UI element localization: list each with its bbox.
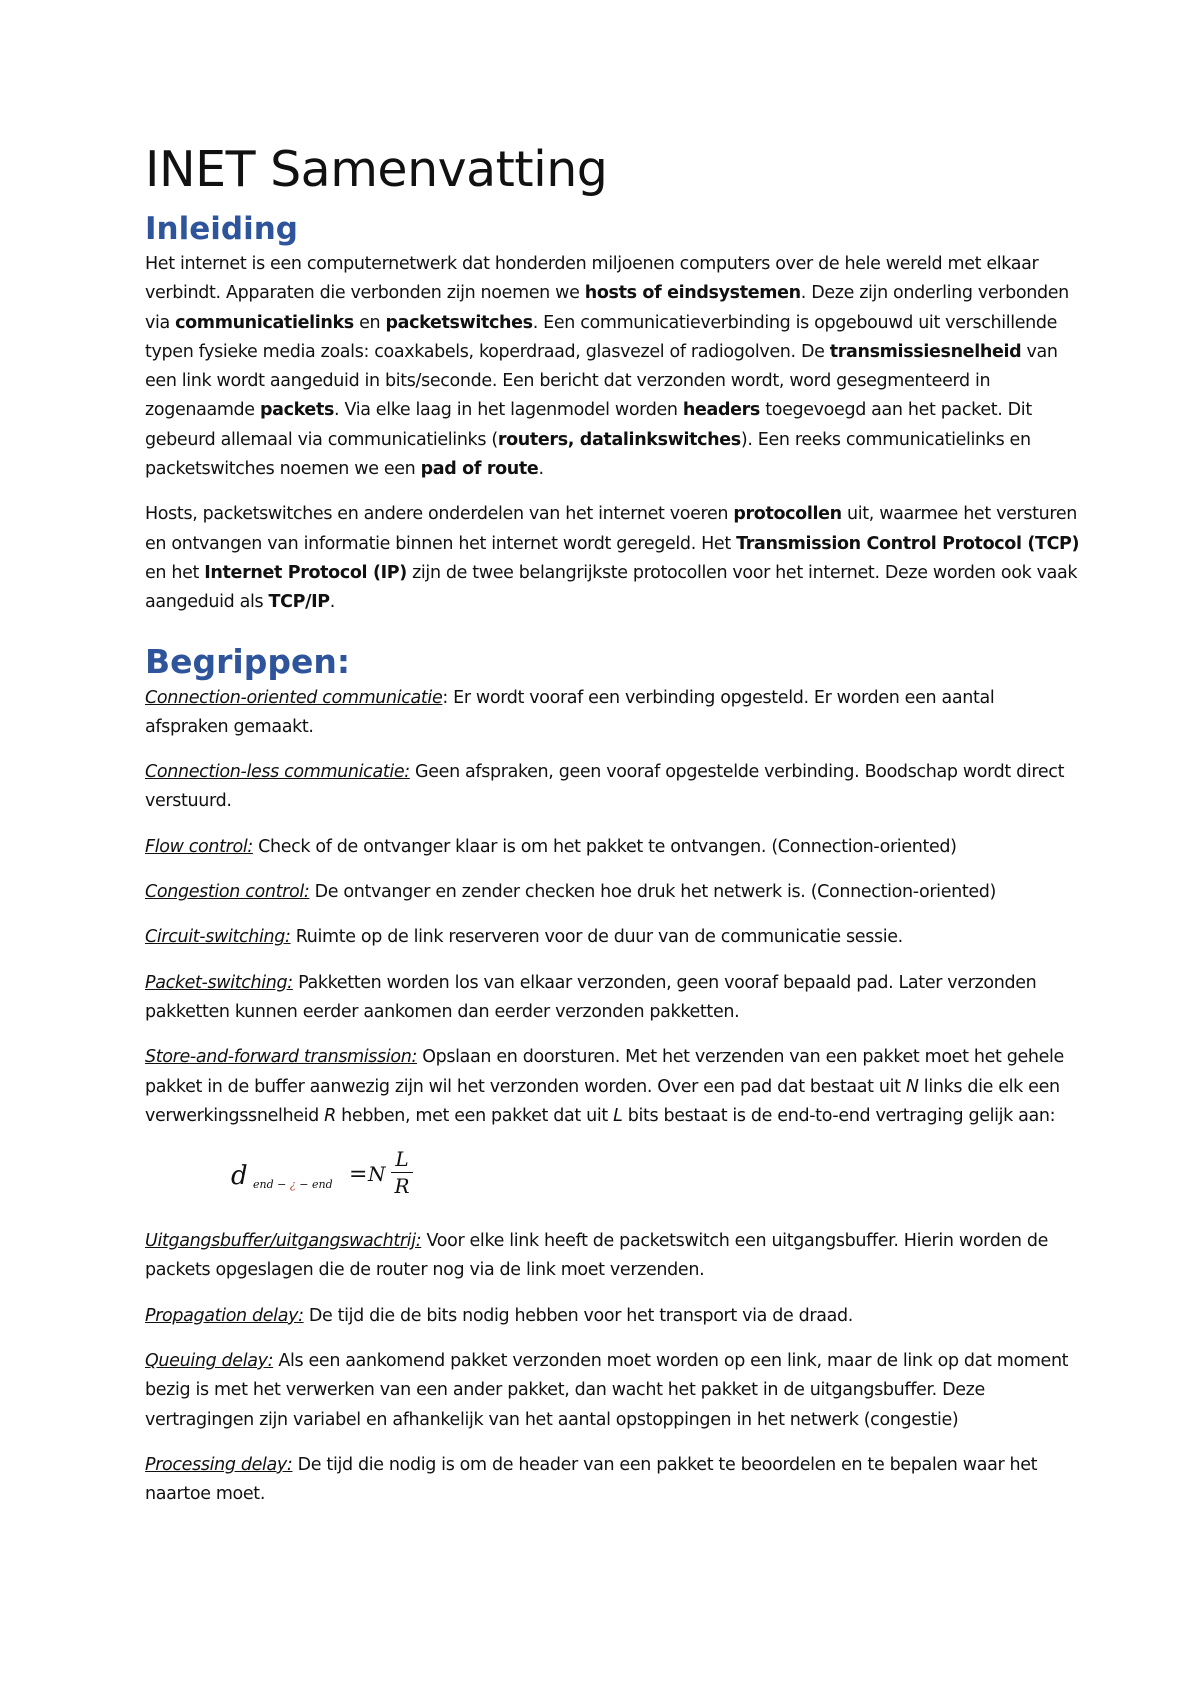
term-definition: Ruimte op de link reserveren voor de duur van de communicatie sessie.: [290, 927, 903, 948]
variable-l: L: [613, 1105, 623, 1126]
term-definition-cont: links die elk een verwerkingssnelheid: [145, 1076, 1060, 1126]
formula-equals: =: [349, 1162, 368, 1188]
term-definition: Als een aankomend pakket verzonden moet worden op een link, maar de link op dat moment bezig is met het verwerken van een ander pakket, dan wacht het pakket in de uitgangsbuffer. Deze vertragingen zijn variabel en afhankelijk van het aantal opstoppingen in het netwerk (congestie): [145, 1351, 1069, 1430]
bold-term: TCP/IP: [268, 592, 330, 613]
formula-fraction: [391, 1147, 413, 1198]
term-definition-cont: hebben, met een pakket dat uit: [335, 1105, 614, 1126]
variable-n: N: [905, 1076, 919, 1097]
bold-term: packetswitches: [385, 312, 533, 333]
bold-term: transmissiesnelheid: [829, 341, 1022, 362]
term-label: Propagation delay:: [145, 1305, 304, 1326]
term-label: Processing delay:: [145, 1454, 293, 1475]
term-label: Congestion control:: [145, 882, 310, 903]
text-run: . Via elke laag in het lagenmodel worden: [334, 400, 683, 421]
term-label: Packet-switching:: [145, 972, 293, 993]
term-connection-oriented: [145, 684, 1080, 743]
term-definition: Check of de ontvanger klaar is om het pakket te ontvangen. (Connection-oriented): [252, 836, 957, 857]
text-run: zijn de twee belangrijkste protocollen voor het internet. Deze worden ook vaak aangeduid als: [145, 562, 1078, 613]
term-label: Flow control:: [145, 836, 253, 857]
text-run: toegevoegd aan het packet. Dit gebeurd allemaal via communicatielinks (: [145, 400, 1032, 450]
bold-term: Transmission Control Protocol (TCP): [736, 533, 1080, 554]
term-definition-cont: bits bestaat is de end-to-end vertraging gelijk aan:: [622, 1105, 1056, 1126]
bold-term: headers: [682, 400, 760, 421]
formula-sub-b: ¿: [289, 1178, 296, 1192]
term-definition: De tijd die de bits nodig hebben voor het transport via de draad.: [303, 1305, 853, 1326]
term-connection-less: [145, 758, 1080, 817]
formula-sub-a: end −: [253, 1178, 287, 1192]
term-label: Connection-oriented communicatie: [145, 687, 443, 708]
bold-term: routers, datalinkswitches: [497, 429, 741, 450]
intro-paragraph-2: [145, 500, 1080, 617]
term-label: Queuing delay:: [145, 1351, 274, 1372]
term-circuit-switching: [145, 923, 1080, 952]
intro-paragraph-1: [145, 250, 1080, 484]
section-heading-inleiding: Inleiding: [145, 211, 298, 247]
term-definition: De ontvanger en zender checken hoe druk het netwerk is. (Connection-oriented): [309, 882, 997, 903]
bold-term: protocollen: [733, 504, 842, 525]
term-store-and-forward: [145, 1043, 1080, 1131]
bold-term: pad of route: [420, 459, 539, 480]
text-run: en: [353, 312, 386, 333]
text-run: Hosts, packetswitches en andere onderdelen van het internet voeren: [145, 504, 734, 525]
text-run: Het internet is een computernetwerk dat honderden miljoenen computers over de hele wereld met elkaar verbindt. Apparaten die verbonden zijn noemen we: [145, 254, 1039, 304]
term-definition: Voor elke link heeft de packetswitch een uitgangsbuffer. Hierin worden de packets opgeslagen die de router nog via de link moet verzenden.: [145, 1231, 1049, 1281]
term-definition: : Er wordt vooraf een verbinding opgesteld. Er worden een aantal afspraken gemaakt.: [145, 687, 995, 737]
text-run: en het: [145, 562, 205, 583]
fraction-bar: [391, 1172, 413, 1173]
term-definition: De tijd die nodig is om de header van een pakket te beoordelen en te bepalen waar het naartoe moet.: [145, 1454, 1038, 1505]
term-definition: Geen afspraken, geen vooraf opgestelde verbinding. Boodschap wordt direct verstuurd.: [145, 762, 1065, 812]
text-run: . Deze zijn onderling verbonden via: [145, 283, 1069, 333]
text-run: .: [329, 592, 335, 613]
variable-r: R: [324, 1105, 336, 1126]
term-packet-switching: [145, 969, 1080, 1028]
formula-denominator: R: [394, 1174, 410, 1199]
term-uitgangsbuffer: [145, 1227, 1080, 1286]
formula-numerator: L: [395, 1147, 409, 1172]
document-title: INET Samenvatting: [145, 141, 608, 198]
formula-n: N: [368, 1162, 386, 1187]
text-run: uit, waarmee het versturen en ontvangen van informatie binnen het internet wordt geregeld. Het: [145, 504, 1077, 554]
term-definition: Pakketten worden los van elkaar verzonden, geen vooraf bepaald pad. Later verzonden pakketten kunnen eerder aankomen dan eerder verzonden pakketten.: [145, 972, 1037, 1022]
bold-term: Internet Protocol (IP): [204, 562, 407, 583]
bold-term: hosts of eindsystemen: [584, 283, 801, 304]
formula-sub-c: − end: [299, 1178, 333, 1192]
term-label: Circuit-switching:: [145, 927, 291, 948]
text-run: van een link wordt aangeduid in bits/seconde. Een bericht dat verzonden wordt, word gesegmenteerd in zogenaamde: [145, 341, 1058, 421]
term-label: Uitgangsbuffer/uitgangswachtrij:: [145, 1231, 422, 1252]
text-run: . Een communicatieverbinding is opgebouwd uit verschillende typen fysieke media zoals: coaxkabels, koperdraad, glasvezel of radiogolven. De: [145, 312, 1058, 362]
term-queuing-delay: [145, 1347, 1080, 1435]
bold-term: communicatielinks: [175, 312, 354, 333]
formula-subscript: [253, 1178, 333, 1191]
formula-d: d: [231, 1161, 248, 1192]
term-flow-control: [145, 833, 1080, 862]
text-run: ). Een reeks communicatielinks en packetswitches noemen we een: [145, 429, 1031, 480]
section-heading-begrippen: Begrippen:: [145, 641, 351, 681]
term-congestion-control: [145, 878, 1080, 907]
term-propagation-delay: [145, 1302, 1080, 1331]
end-to-end-delay-formula: [231, 1147, 1080, 1207]
term-definition: Opslaan en doorsturen. Met het verzenden van een pakket moet het gehele pakket in de buffer aanwezig zijn wil het verzonden worden. Over een pad dat bestaat uit: [145, 1047, 1064, 1097]
bold-term: packets: [259, 400, 335, 421]
term-label: Connection-less communicatie:: [145, 762, 410, 783]
term-processing-delay: [145, 1451, 1080, 1510]
text-run: .: [538, 459, 544, 480]
term-label: Store-and-forward transmission:: [145, 1047, 417, 1068]
